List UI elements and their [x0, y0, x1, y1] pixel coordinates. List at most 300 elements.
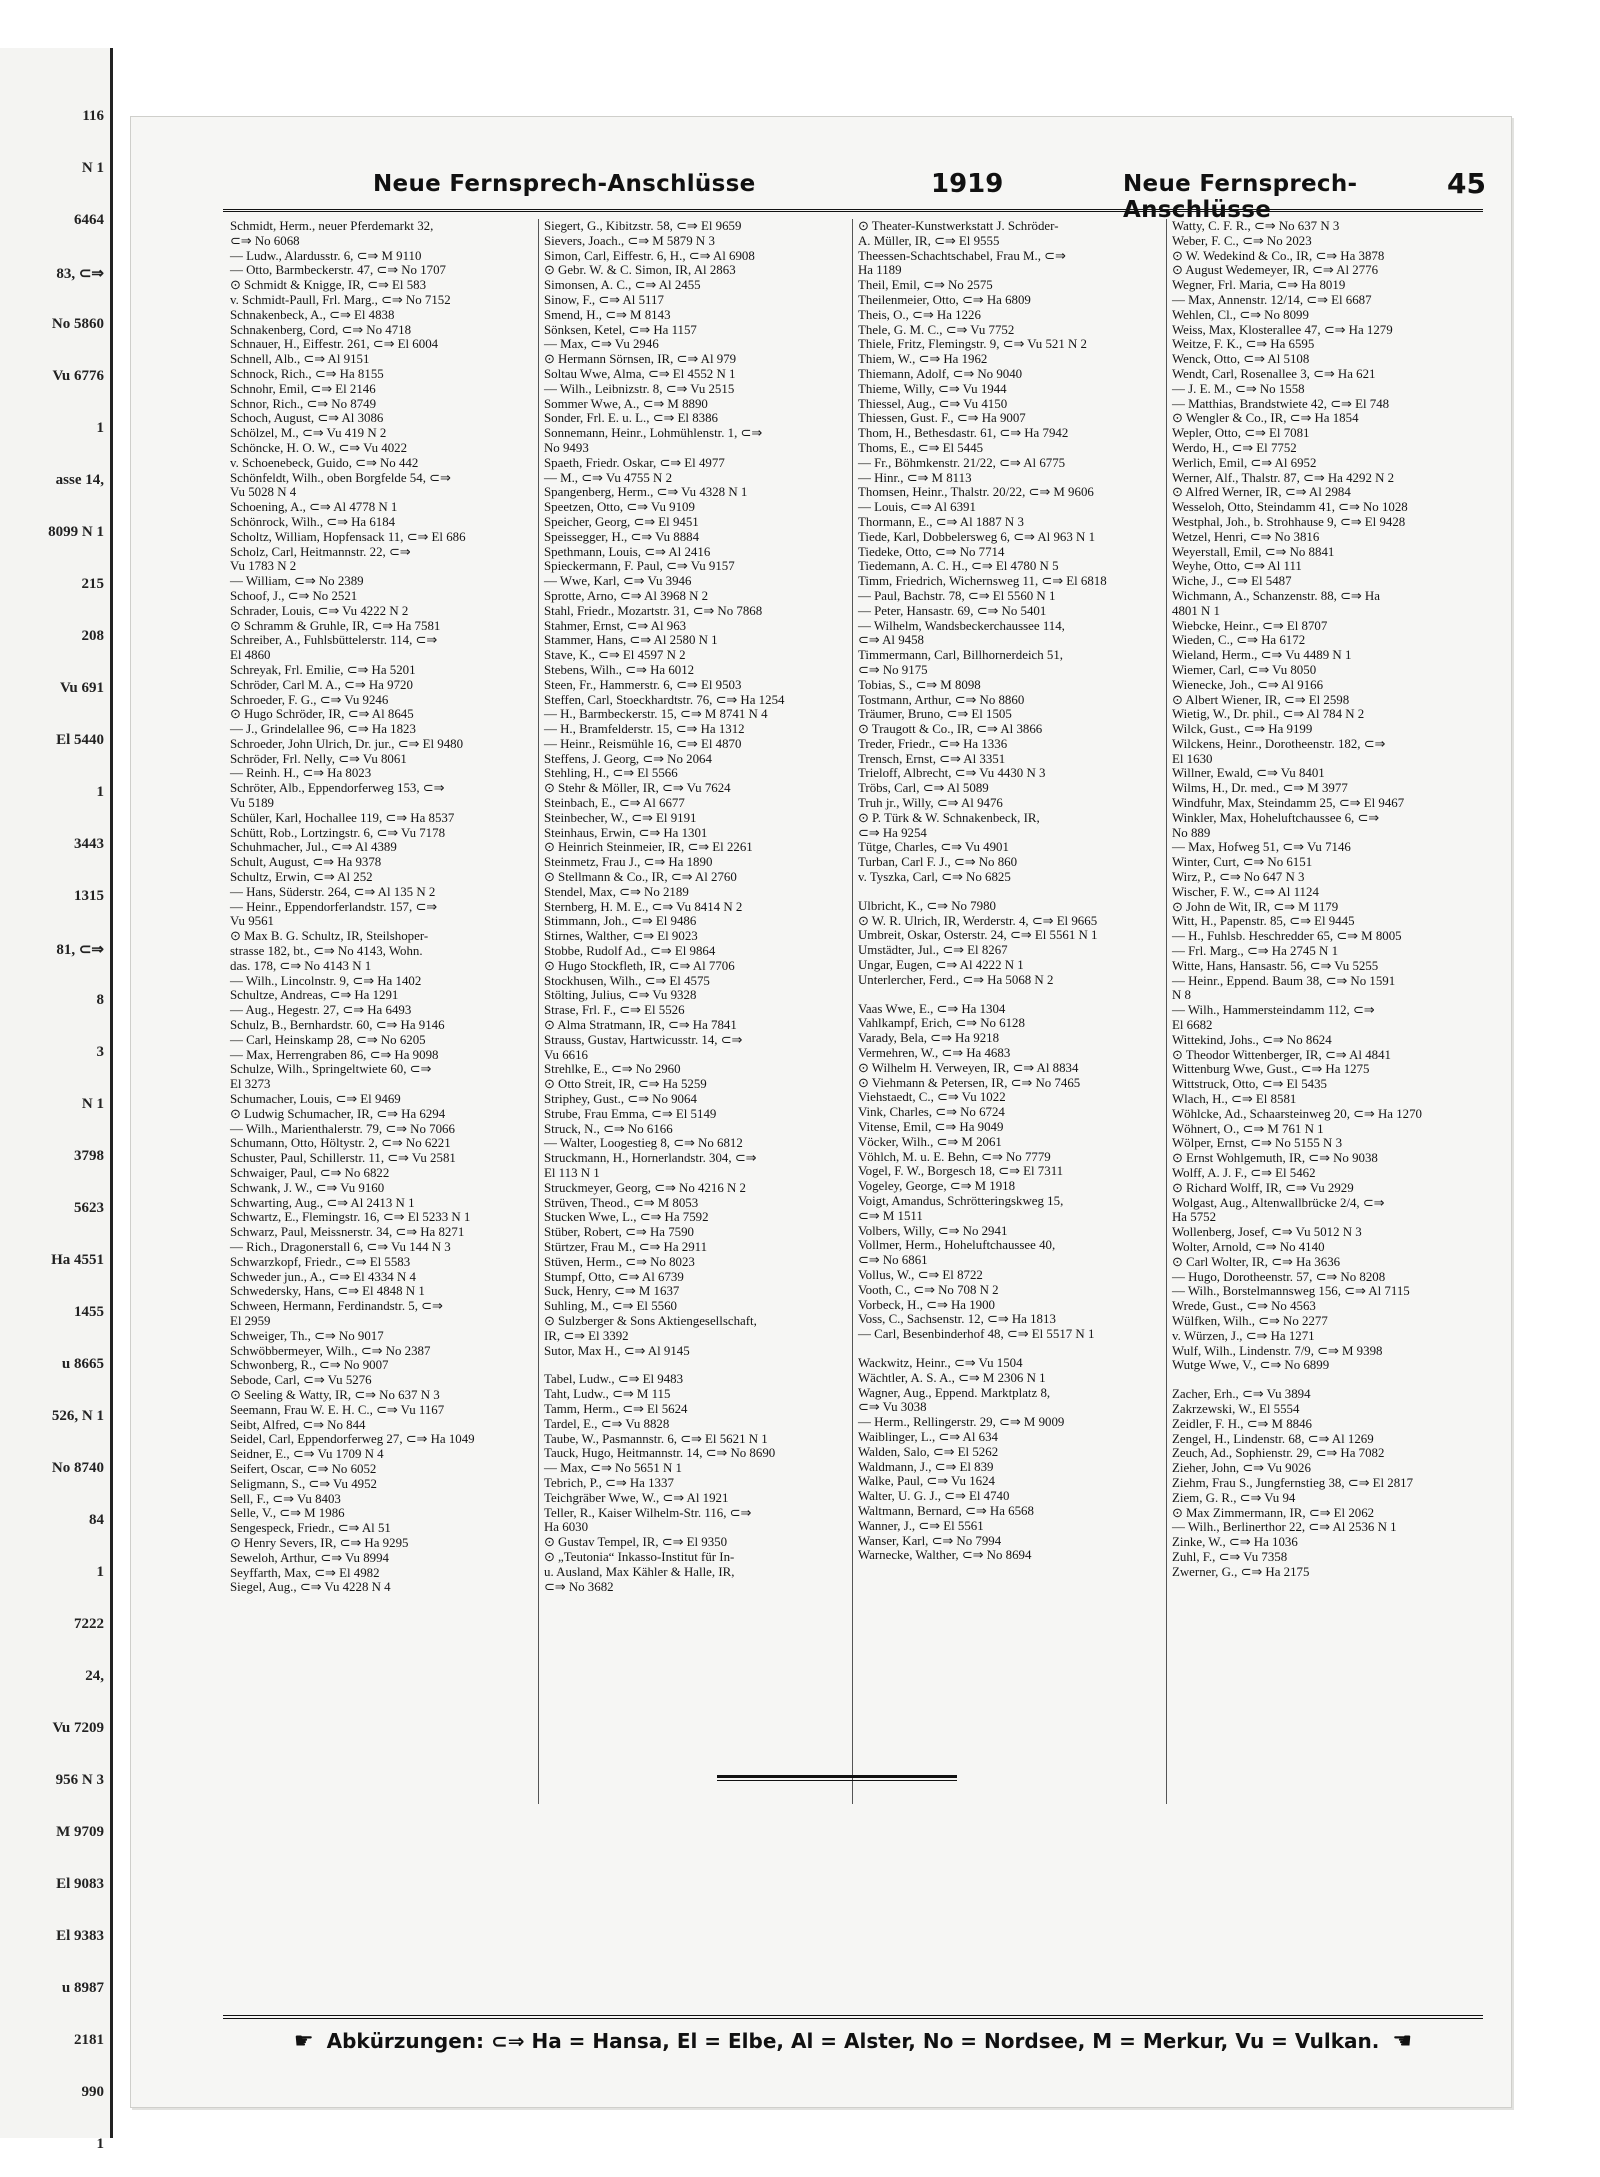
listing-entry: Schüler, Karl, Hochallee 119, ⊂⇒ Ha 8537 [230, 810, 455, 825]
listing-entry: Schrader, Louis, ⊂⇒ Vu 4222 N 2 [230, 603, 409, 618]
listing-entry: Steinhaus, Erwin, ⊂⇒ Ha 1301 [544, 825, 708, 840]
listing-entry: Ulbricht, K., ⊂⇒ No 7980 [858, 898, 996, 913]
listing-entry: Schütt, Rob., Lortzingstr. 6, ⊂⇒ Vu 7178 [230, 825, 446, 840]
listing-entry: Timmermann, Carl, Billhornerdeich 51, [858, 648, 1064, 663]
listing-entry: — Wilh., Marienthalerstr. 79, ⊂⇒ No 7066 [230, 1121, 455, 1136]
previous-page-fragment: 3443 [74, 836, 104, 852]
listing-entry: — Max, Hofweg 51, ⊂⇒ Vu 7146 [1172, 840, 1351, 855]
listing-entry: Wöhlcke, Ad., Schaarsteinweg 20, ⊂⇒ Ha 1270 [1172, 1106, 1422, 1121]
listing-entry: — Otto, Barmbeckerstr. 47, ⊂⇒ No 1707 [230, 263, 447, 278]
listing-entry: Stebens, Wilh., ⊂⇒ Ha 6012 [544, 662, 695, 677]
previous-page-fragment: 5623 [74, 1200, 104, 1216]
listing-entry: — J., Grindelallee 96, ⊂⇒ Ha 1823 [230, 722, 416, 737]
listing-entry: Wolgast, Aug., Altenwallbrücke 2/4, ⊂⇒ [1172, 1195, 1385, 1210]
listing-entry: Strehlke, E., ⊂⇒ No 2960 [544, 1062, 681, 1077]
listing-entry: Sievers, Joach., ⊂⇒ M 5879 N 3 [544, 233, 715, 248]
listing-entry: ⊂⇒ No 6861 [858, 1253, 928, 1268]
listing-entry: Speissegger, H., ⊂⇒ Vu 8884 [544, 529, 700, 544]
previous-page-fragment: Vu 7209 [52, 1720, 104, 1736]
abbreviations-text: Abkürzungen: ⊂⇒ Ha = Hansa, El = Elbe, Al = Alster, No = Nordsee, M = Merkur, Vu = Vulkan. [326, 2029, 1380, 2053]
listing-entry: Schwank, J. W., ⊂⇒ Vu 9160 [230, 1180, 385, 1195]
listing-entry: ⊙ Albert Wiener, IR, ⊂⇒ El 2598 [1172, 692, 1350, 707]
listing-entry: Weiss, Max, Klosterallee 47, ⊂⇒ Ha 1279 [1172, 322, 1393, 337]
listing-entry: Watty, C. F. R., ⊂⇒ No 637 N 3 [1172, 219, 1340, 233]
listing-entry: Tröbs, Carl, ⊂⇒ Al 5089 [858, 781, 989, 796]
listing-entry: — Peter, Hansastr. 69, ⊂⇒ No 5401 [858, 603, 1047, 618]
listing-entry: Vu 9561 [230, 914, 274, 929]
listing-entry: Schoch, August, ⊂⇒ Al 3086 [230, 411, 384, 426]
listing-entry: Schult, August, ⊂⇒ Ha 9378 [230, 855, 382, 870]
listing-entry: — Aug., Hegestr. 27, ⊂⇒ Ha 6493 [230, 1003, 412, 1018]
listing-entry: Stirnes, Walther, ⊂⇒ El 9023 [544, 929, 698, 944]
listing-entry: ⊙ P. Türk & W. Schnakenbeck, IR, [858, 810, 1040, 825]
listing-entry: v. Schmidt-Paull, Frl. Marg., ⊂⇒ No 7152 [230, 292, 451, 307]
listing-entry: El 1630 [1172, 751, 1213, 766]
listing-entry: Vaas Wwe, E., ⊂⇒ Ha 1304 [858, 1001, 1006, 1016]
listing-entry: Wrede, Gust., ⊂⇒ No 4563 [1172, 1299, 1316, 1314]
listing-entry: Seemann, Frau W. E. H. C., ⊂⇒ Vu 1167 [230, 1402, 445, 1417]
listing-entry: Zacher, Erh., ⊂⇒ Vu 3894 [1172, 1387, 1311, 1402]
listing-entry: ⊙ John de Wit, IR, ⊂⇒ M 1179 [1172, 899, 1339, 914]
listing-entry: Vu 1783 N 2 [230, 559, 297, 574]
listing-entry: Schwartz, E., Flemingstr. 16, ⊂⇒ El 5233 N 1 [230, 1210, 471, 1225]
listing-entry: No 9493 [544, 440, 589, 455]
listing-entry: Wegner, Frl. Maria, ⊂⇒ Ha 8019 [1172, 278, 1346, 293]
listing-entry: — Ludw., Alardusstr. 6, ⊂⇒ M 9110 [230, 248, 422, 263]
listing-entry: Strase, Frl. F., ⊂⇒ El 5526 [544, 1003, 685, 1018]
header-rule [223, 209, 1483, 212]
listing-entry: Vitense, Emil, ⊂⇒ Ha 9049 [858, 1120, 1004, 1135]
listing-entry: Wiche, J., ⊂⇒ El 5487 [1172, 574, 1292, 589]
listing-entry: Vu 5189 [230, 796, 274, 811]
listing-entry: ⊙ Henry Severs, IR, ⊂⇒ Ha 9295 [230, 1535, 409, 1550]
listing-entry: — Hugo, Dorotheenstr. 57, ⊂⇒ No 8208 [1172, 1269, 1386, 1284]
listing-entry: ⊙ W. R. Ulrich, IR, Werderstr. 4, ⊂⇒ El 9665 [858, 913, 1098, 928]
listing-entry: ⊙ Alma Stratmann, IR, ⊂⇒ Ha 7841 [544, 1018, 737, 1033]
listing-entry: Thoms, E., ⊂⇒ El 5445 [858, 440, 984, 455]
listing-entry: El 113 N 1 [544, 1166, 600, 1180]
listing-entry: — Herm., Rellingerstr. 29, ⊂⇒ M 9009 [858, 1415, 1065, 1430]
previous-page-fragment: No 8740 [51, 1460, 104, 1476]
listing-entry: N 8 [1172, 988, 1191, 1003]
listing-entry: Strüven, Theod., ⊂⇒ M 8053 [544, 1195, 699, 1210]
listing-entry: Steffen, Carl, Stoeckhardtstr. 76, ⊂⇒ Ha 1254 [544, 692, 785, 707]
listing-entry: Timm, Friedrich, Wichernsweg 11, ⊂⇒ El 6818 [858, 574, 1107, 589]
listing-entry: Wilms, H., Dr. med., ⊂⇒ M 3977 [1172, 781, 1348, 796]
previous-page-fragment: 1 [96, 1564, 104, 1580]
listing-entry: Speetzen, Otto, ⊂⇒ Vu 9109 [544, 500, 695, 515]
listing-entry: Weyhe, Otto, ⊂⇒ Al 111 [1172, 559, 1302, 574]
listing-entry: ⊂⇒ No 3682 [544, 1579, 614, 1594]
listing-entry: ⊙ Wengler & Co., IR, ⊂⇒ Ha 1854 [1172, 411, 1359, 426]
listing-entry: — Max, Annenstr. 12/14, ⊂⇒ El 6687 [1172, 292, 1372, 307]
previous-page-fragment: 3 [96, 1044, 104, 1060]
listing-entry: El 6682 [1172, 1018, 1213, 1033]
listing-columns [225, 219, 1481, 1804]
listing-entry: Winkler, Max, Hoheluftchaussee 6, ⊂⇒ [1172, 810, 1380, 825]
section-gap [858, 885, 1161, 899]
listing-entry: ⊙ Stellmann & Co., IR, ⊂⇒ Al 2760 [544, 870, 737, 885]
listing-entry: Simonsen, A. C., ⊂⇒ Al 2455 [544, 278, 701, 293]
listing-entry: Schönfeldt, Wilh., oben Borgfelde 54, ⊂⇒ [230, 470, 451, 485]
listing-entry: Vöhlch, M. u. E. Behn, ⊂⇒ No 7779 [858, 1149, 1051, 1164]
listing-entry: Schweiger, Th., ⊂⇒ No 9017 [230, 1328, 384, 1343]
listing-entry: Tiedeke, Otto, ⊂⇒ No 7714 [858, 544, 1005, 559]
listing-entry: — Hinr., ⊂⇒ M 8113 [858, 470, 972, 485]
listing-entry: Suck, Henry, ⊂⇒ M 1637 [544, 1284, 680, 1299]
listing-entry: Winter, Curt, ⊂⇒ No 6151 [1172, 855, 1313, 870]
listing-entry: Stürtzer, Frau M., ⊂⇒ Ha 2911 [544, 1239, 708, 1254]
listing-entry: Vu 6616 [544, 1047, 588, 1062]
listing-entry: Schroeder, F. G., ⊂⇒ Vu 9246 [230, 692, 389, 707]
listing-entry: Thiem, W., ⊂⇒ Ha 1962 [858, 352, 988, 367]
listing-entry: ⊂⇒ Vu 3038 [858, 1400, 927, 1415]
listing-entry: ⊙ Carl Wolter, IR, ⊂⇒ Ha 3636 [1172, 1254, 1341, 1269]
listing-entry: ⊙ Hugo Stockfleth, IR, ⊂⇒ Al 7706 [544, 958, 735, 973]
previous-page-fragment: 6464 [74, 212, 104, 228]
listing-entry: ⊙ Ludwig Schumacher, IR, ⊂⇒ Ha 6294 [230, 1106, 446, 1121]
listing-entry: Witte, Hans, Hansastr. 56, ⊂⇒ Vu 5255 [1172, 958, 1379, 973]
listing-entry: Ziem, G. R., ⊂⇒ Vu 94 [1172, 1490, 1296, 1505]
end-rule [717, 1775, 957, 1778]
listing-entry: — Carl, Heinskamp 28, ⊂⇒ No 6205 [230, 1032, 426, 1047]
listing-entry: Wietig, W., Dr. phil., ⊂⇒ Al 784 N 2 [1172, 707, 1365, 722]
listing-entry: Ungar, Eugen, ⊂⇒ Al 4222 N 1 [858, 958, 1024, 973]
listing-entry: Wölper, Ernst, ⊂⇒ No 5155 N 3 [1172, 1136, 1343, 1151]
listing-entry: Thieme, Willy, ⊂⇒ Vu 1944 [858, 381, 1007, 396]
listing-entry: Schnock, Rich., ⊂⇒ Ha 8155 [230, 366, 384, 381]
previous-page-fragment: u 8665 [61, 1356, 104, 1372]
listing-entry: u. Ausland, Max Kähler & Halle, IR, [544, 1564, 735, 1579]
listing-entry: Steffens, J. Georg, ⊂⇒ No 2064 [544, 751, 712, 766]
listing-entry: ⊂⇒ No 6068 [230, 233, 300, 248]
listing-entry: Wetzel, Henri, ⊂⇒ No 3816 [1172, 529, 1320, 544]
listing-entry: Unterlercher, Ferd., ⊂⇒ Ha 5068 N 2 [858, 972, 1054, 987]
listing-entry: Vink, Charles, ⊂⇒ No 6724 [858, 1105, 1005, 1120]
listing-entry: Wulf, Wilh., Lindenstr. 7/9, ⊂⇒ M 9398 [1172, 1343, 1383, 1358]
listing-entry: Sprotte, Arno, ⊂⇒ Al 3968 N 2 [544, 588, 709, 603]
listing-entry: Striphey, Gust., ⊂⇒ No 9064 [544, 1092, 697, 1107]
listing-entry: Wienecke, Joh., ⊂⇒ Al 9166 [1172, 677, 1324, 692]
listing-entry: Thiessen, Gust. F., ⊂⇒ Ha 9007 [858, 411, 1026, 426]
previous-page-fragment: Ha 4551 [51, 1252, 104, 1268]
listing-entry: Seibt, Alfred, ⊂⇒ No 844 [230, 1417, 366, 1432]
previous-page-fragment: El 9083 [56, 1876, 104, 1892]
previous-page-fragment: 1 [96, 420, 104, 436]
listing-entry: Turban, Carl F. J., ⊂⇒ No 860 [858, 855, 1018, 870]
listing-entry: Taht, Ludw., ⊂⇒ M 115 [544, 1387, 671, 1402]
listing-entry: Schnauer, H., Eiffestr. 261, ⊂⇒ El 6004 [230, 337, 439, 352]
listing-entry: Vu 5028 N 4 [230, 485, 297, 500]
listing-entry: Stucken Wwe, L., ⊂⇒ Ha 7592 [544, 1210, 709, 1225]
listing-entry: Wepler, Otto, ⊂⇒ El 7081 [1172, 426, 1310, 441]
listing-entry: Schulze, Wilh., Springeltwiete 60, ⊂⇒ [230, 1062, 432, 1077]
listing-entry: ⊙ „Teutonia“ Inkasso-Institut für In- [544, 1549, 735, 1564]
listing-entry: Stölting, Julius, ⊂⇒ Vu 9328 [544, 988, 697, 1003]
listing-entry: Stobbe, Rudolf Ad., ⊂⇒ El 9864 [544, 944, 716, 959]
listing-entry: Stammer, Hans, ⊂⇒ Al 2580 N 1 [544, 633, 718, 648]
section-gap [1172, 1373, 1476, 1387]
listing-entry: Siegel, Aug., ⊂⇒ Vu 4228 N 4 [230, 1580, 391, 1595]
listing-entry: Waldmann, J., ⊂⇒ El 839 [858, 1459, 994, 1474]
listing-entry: Scholtz, William, Hopfensack 11, ⊂⇒ El 686 [230, 529, 466, 544]
listing-entry: Seidner, E., ⊂⇒ Vu 1709 N 4 [230, 1447, 384, 1462]
listing-entry: Wittstruck, Otto, ⊂⇒ El 5435 [1172, 1077, 1327, 1092]
listing-entry: Thiele, Fritz, Flemingstr. 9, ⊂⇒ Vu 521 N 2 [858, 337, 1087, 352]
pointing-hand-left-icon: ☚ [1392, 2029, 1413, 2054]
listing-entry: Thele, G. M. C., ⊂⇒ Vu 7752 [858, 322, 1015, 337]
listing-entry: — Wilh., Hammersteindamm 112, ⊂⇒ [1172, 1003, 1375, 1018]
listing-entry: Zengel, H., Lindenstr. 68, ⊂⇒ Al 1269 [1172, 1431, 1374, 1446]
listing-entry: El 4860 [230, 648, 271, 663]
listing-entry: 4801 N 1 [1172, 603, 1220, 618]
listing-entry: Trensch, Ernst, ⊂⇒ Al 3351 [858, 751, 1006, 766]
listing-entry: — Max, Herrengraben 86, ⊂⇒ Ha 9098 [230, 1047, 439, 1062]
listing-entry: ⊙ Schmidt & Knigge, IR, ⊂⇒ El 583 [230, 278, 427, 293]
listing-entry: ⊙ W. Wedekind & Co., IR, ⊂⇒ Ha 3878 [1172, 248, 1385, 263]
listing-entry: Schumann, Otto, Höltystr. 2, ⊂⇒ No 6221 [230, 1136, 451, 1151]
listing-entry: Sebode, Carl, ⊂⇒ Vu 5276 [230, 1373, 372, 1388]
column-4 [1167, 219, 1481, 1804]
listing-entry: Wichmann, A., Schanzenstr. 88, ⊂⇒ Ha [1172, 588, 1380, 603]
listing-entry: Theil, Emil, ⊂⇒ No 2575 [858, 278, 993, 293]
listing-entry: Steinmetz, Frau J., ⊂⇒ Ha 1890 [544, 855, 713, 870]
listing-entry: Strube, Frau Emma, ⊂⇒ El 5149 [544, 1106, 717, 1121]
listing-entry: — J. E. M., ⊂⇒ No 1558 [1172, 381, 1305, 396]
listing-entry: Zuhl, F., ⊂⇒ Vu 7358 [1172, 1549, 1288, 1564]
listing-entry: Tobias, S., ⊂⇒ M 8098 [858, 677, 981, 692]
listing-entry: Vogel, F. W., Borgesch 18, ⊂⇒ El 7311 [858, 1164, 1064, 1179]
listing-entry: Schönrock, Wilh., ⊂⇒ Ha 6184 [230, 514, 396, 529]
listing-entry: Spethmann, Louis, ⊂⇒ Al 2416 [544, 544, 711, 559]
listing-entry: Speicher, Georg, ⊂⇒ El 9451 [544, 514, 699, 529]
listing-entry: ⊙ Hugo Schröder, IR, ⊂⇒ Al 8645 [230, 707, 414, 722]
listing-entry: ⊂⇒ M 1511 [858, 1208, 923, 1223]
listing-entry: Schuhmacher, Jul., ⊂⇒ Al 4389 [230, 840, 397, 855]
listing-entry: Vorbeck, H., ⊂⇒ Ha 1900 [858, 1297, 995, 1312]
listing-entry: Wiemer, Carl, ⊂⇒ Vu 8050 [1172, 662, 1317, 677]
listing-entry: El 3273 [230, 1077, 271, 1092]
listing-entry: Stüven, Herm., ⊂⇒ No 8023 [544, 1254, 695, 1269]
listing-entry: Wächtler, A. S. A., ⊂⇒ M 2306 N 1 [858, 1370, 1046, 1385]
listing-entry: — Frl. Marg., ⊂⇒ Ha 2745 N 1 [1172, 944, 1339, 959]
listing-entry: Sengespeck, Friedr., ⊂⇒ Al 51 [230, 1521, 391, 1536]
listing-entry: Vogeley, George, ⊂⇒ M 1918 [858, 1179, 1016, 1194]
listing-entry: ⊙ Gustav Tempel, IR, ⊂⇒ El 9350 [544, 1535, 728, 1550]
listing-entry: Seifert, Oscar, ⊂⇒ No 6052 [230, 1461, 377, 1476]
listing-entry: Schweder jun., A., ⊂⇒ El 4334 N 4 [230, 1269, 416, 1284]
previous-page-fragment: 7222 [74, 1616, 104, 1632]
listing-entry: ⊙ Schramm & Gruhle, IR, ⊂⇒ Ha 7581 [230, 618, 441, 633]
listing-entry: Stave, K., ⊂⇒ El 4597 N 2 [544, 648, 686, 663]
listing-entry: Varady, Bela, ⊂⇒ Ha 9218 [858, 1031, 1000, 1046]
listing-entry: Ziehm, Frau S., Jungfernstieg 38, ⊂⇒ El 2817 [1172, 1475, 1414, 1490]
listing-entry: — Max, ⊂⇒ Vu 2946 [544, 337, 659, 352]
listing-entry: Theis, O., ⊂⇒ Ha 1226 [858, 307, 981, 322]
listing-entry: Schnohr, Emil, ⊂⇒ El 2146 [230, 381, 376, 396]
listing-entry: Werdo, H., ⊂⇒ El 7752 [1172, 440, 1297, 455]
listing-entry: Strauss, Gustav, Hartwicusstr. 14, ⊂⇒ [544, 1032, 743, 1047]
listing-entry: Trieloff, Albrecht, ⊂⇒ Vu 4430 N 3 [858, 766, 1046, 781]
listing-entry: Stahmer, Ernst, ⊂⇒ Al 963 [544, 618, 687, 633]
listing-entry: Sternberg, H. M. E., ⊂⇒ Vu 8414 N 2 [544, 899, 743, 914]
listing-entry: Teller, R., Kaiser Wilhelm-Str. 116, ⊂⇒ [544, 1505, 752, 1520]
listing-entry: A. Müller, IR, ⊂⇒ El 9555 [858, 233, 1000, 248]
listing-entry: Thom, H., Bethesdastr. 61, ⊂⇒ Ha 7942 [858, 426, 1069, 441]
listing-entry: Träumer, Bruno, ⊂⇒ El 1505 [858, 707, 1012, 722]
listing-entry: — Hans, Süderstr. 264, ⊂⇒ Al 135 N 2 [230, 884, 436, 899]
listing-entry: Sönksen, Ketel, ⊂⇒ Ha 1157 [544, 322, 697, 337]
listing-entry: Vermehren, W., ⊂⇒ Ha 4683 [858, 1046, 1011, 1061]
previous-page-fragment: El 9383 [56, 1928, 104, 1944]
listing-entry: Wackwitz, Heinr., ⊂⇒ Vu 1504 [858, 1355, 1023, 1370]
previous-page-fragment: M 9709 [56, 1824, 104, 1840]
listing-entry: ⊙ Theodor Wittenberger, IR, ⊂⇒ Al 4841 [1172, 1047, 1391, 1062]
listing-entry: Theessen-Schachtschabel, Frau M., ⊂⇒ [858, 248, 1066, 263]
listing-entry: Tütge, Charles, ⊂⇒ Vu 4901 [858, 840, 1009, 855]
listing-entry: Schwedersky, Hans, ⊂⇒ El 4848 N 1 [230, 1284, 425, 1299]
section-gap [544, 1358, 847, 1372]
previous-page-fragment: 81, ⊂⇒ [56, 942, 104, 958]
header-year: 1919 [931, 169, 1004, 199]
listing-entry: Sutor, Max H., ⊂⇒ Al 9145 [544, 1343, 690, 1358]
listing-entry: Thiemann, Adolf, ⊂⇒ No 9040 [858, 366, 1023, 381]
listing-entry: Soltau Wwe, Alma, ⊂⇒ El 4552 N 1 [544, 366, 736, 381]
header-left-title: Neue Fernsprech-Anschlüsse [373, 171, 756, 197]
listing-entry: Wutge Wwe, V., ⊂⇒ No 6899 [1172, 1358, 1330, 1373]
listing-entry: Schreyak, Frl. Emilie, ⊂⇒ Ha 5201 [230, 662, 416, 677]
listing-entry: Stüber, Robert, ⊂⇒ Ha 7590 [544, 1225, 694, 1240]
listing-entry: Schröder, Carl M. A., ⊂⇒ Ha 9720 [230, 677, 413, 692]
listing-entry: Warnecke, Walther, ⊂⇒ No 8694 [858, 1548, 1032, 1563]
listing-entry: Umstädter, Jul., ⊂⇒ El 8267 [858, 943, 1008, 958]
listing-entry: Struckmann, H., Hornerlandstr. 304, ⊂⇒ [544, 1151, 757, 1166]
listing-entry: ⊙ Max Zimmermann, IR, ⊂⇒ El 2062 [1172, 1505, 1375, 1520]
previous-page-fragment: 24, [85, 1668, 104, 1684]
listing-entry: v. Tyszka, Carl, ⊂⇒ No 6825 [858, 870, 1011, 885]
listing-entry: Ha 1189 [858, 263, 902, 278]
listing-entry: Weber, F. C., ⊂⇒ No 2023 [1172, 233, 1312, 248]
listing-entry: Schumacher, Louis, ⊂⇒ El 9469 [230, 1092, 401, 1107]
listing-entry: Schröder, Frl. Nelly, ⊂⇒ Vu 8061 [230, 751, 407, 766]
listing-entry: Wülfken, Wilh., ⊂⇒ No 2277 [1172, 1313, 1328, 1328]
listing-entry: Viehstaedt, C., ⊂⇒ Vu 1022 [858, 1090, 1006, 1105]
listing-entry: Taube, W., Pasmannstr. 6, ⊂⇒ El 5621 N 1 [544, 1431, 768, 1446]
previous-page-fragment: 956 N 3 [55, 1772, 104, 1788]
listing-entry: Scholz, Carl, Heitmannstr. 22, ⊂⇒ [230, 544, 411, 559]
listing-entry: Schuster, Paul, Schillerstr. 11, ⊂⇒ Vu 2581 [230, 1151, 456, 1166]
listing-entry: ⊙ Otto Streit, IR, ⊂⇒ Ha 5259 [544, 1077, 707, 1092]
listing-entry: Sinow, F., ⊂⇒ Al 5117 [544, 292, 664, 307]
listing-entry: — Paul, Bachstr. 78, ⊂⇒ El 5560 N 1 [858, 588, 1056, 603]
listing-entry: Tauck, Hugo, Heitmannstr. 14, ⊂⇒ No 8690 [544, 1446, 776, 1461]
listing-entry: Struckmeyer, Georg, ⊂⇒ No 4216 N 2 [544, 1180, 747, 1195]
listing-entry: — H., Fuhlsb. Heschredder 65, ⊂⇒ M 8005 [1172, 929, 1402, 944]
listing-entry: ⊙ August Wedemeyer, IR, ⊂⇒ Al 2776 [1172, 263, 1379, 278]
previous-page-fragment: 526, N 1 [51, 1408, 104, 1424]
listing-entry: Steinbach, E., ⊂⇒ Al 6677 [544, 796, 685, 811]
listing-entry: ⊙ Traugott & Co., IR, ⊂⇒ Al 3866 [858, 722, 1043, 737]
listing-entry: Thomsen, Heinr., Thalstr. 20/22, ⊂⇒ M 9606 [858, 485, 1094, 500]
listing-entry: — H., Bramfelderstr. 15, ⊂⇒ Ha 1312 [544, 722, 745, 737]
listing-entry: Siegert, G., Kibitzstr. 58, ⊂⇒ El 9659 [544, 219, 742, 233]
listing-entry: Walden, Salo, ⊂⇒ El 5262 [858, 1444, 999, 1459]
listing-entry: — William, ⊂⇒ No 2389 [230, 574, 364, 589]
listing-entry: Wagner, Aug., Eppend. Marktplatz 8, [858, 1385, 1051, 1400]
listing-entry: Schoof, J., ⊂⇒ No 2521 [230, 588, 358, 603]
listing-entry: Voss, C., Sachsenstr. 12, ⊂⇒ Ha 1813 [858, 1312, 1056, 1327]
listing-entry: — Wwe, Karl, ⊂⇒ Vu 3946 [544, 574, 692, 589]
listing-entry: Schulz, B., Bernhardstr. 60, ⊂⇒ Ha 9146 [230, 1018, 445, 1033]
previous-page-fragment: 116 [82, 108, 104, 124]
listing-entry: — Wilh., Berlinerthor 22, ⊂⇒ Al 2536 N 1 [1172, 1520, 1397, 1535]
previous-page-fragment: 3798 [74, 1148, 104, 1164]
listing-entry: Zwerner, G., ⊂⇒ Ha 2175 [1172, 1564, 1310, 1579]
listing-entry: Vollmer, Herm., Hoheluftchaussee 40, [858, 1238, 1056, 1253]
listing-entry: v. Schoenebeck, Guido, ⊂⇒ No 442 [230, 455, 419, 470]
previous-page-fragment: El 5440 [56, 732, 104, 748]
previous-page-fragment: Vu 691 [59, 680, 104, 696]
listing-entry: Voigt, Amandus, Schrötteringskweg 15, [858, 1194, 1064, 1208]
previous-page-fragment: 1455 [74, 1304, 104, 1320]
listing-entry: ⊙ Ernst Wohlgemuth, IR, ⊂⇒ No 9038 [1172, 1151, 1378, 1166]
previous-page-fragment: u 8987 [61, 1980, 104, 1996]
section-gap [858, 988, 1161, 1002]
listing-entry: Struck, N., ⊂⇒ No 6166 [544, 1121, 673, 1136]
listing-entry: Wendt, Carl, Rosenallee 3, ⊂⇒ Ha 621 [1172, 366, 1376, 381]
listing-entry: — Heinr., Eppendorferlandstr. 157, ⊂⇒ [230, 899, 438, 914]
listing-entry: Vöcker, Wilh., ⊂⇒ M 2061 [858, 1134, 1002, 1149]
listing-entry: Zeuch, Ad., Sophienstr. 29, ⊂⇒ Ha 7082 [1172, 1446, 1385, 1461]
listing-entry: ⊙ Sulzberger & Sons Aktiengesellschaft, [544, 1313, 757, 1328]
previous-page-fragment: Vu 6776 [52, 368, 104, 384]
listing-entry: Umbreit, Oskar, Osterstr. 24, ⊂⇒ El 5561 N 1 [858, 928, 1098, 943]
listing-entry: Waiblinger, L., ⊂⇒ Al 634 [858, 1429, 998, 1444]
listing-entry: El 2959 [230, 1313, 271, 1328]
listing-entry: Schwarting, Aug., ⊂⇒ Al 2413 N 1 [230, 1195, 415, 1210]
listing-entry: Tamm, Herm., ⊂⇒ El 5624 [544, 1401, 688, 1416]
previous-page-fragment: 1 [96, 784, 104, 800]
listing-entry: Wlach, H., ⊂⇒ El 8581 [1172, 1092, 1297, 1107]
listing-entry: Seligmann, S., ⊂⇒ Vu 4952 [230, 1476, 377, 1491]
listing-entry: Wirz, P., ⊂⇒ No 647 N 3 [1172, 870, 1305, 885]
listing-entry: Schnell, Alb., ⊂⇒ Al 9151 [230, 352, 370, 367]
section-gap [858, 1342, 1161, 1356]
previous-page-fragment: 990 [81, 2084, 104, 2100]
listing-entry: — Walter, Loogestieg 8, ⊂⇒ No 6812 [544, 1136, 743, 1151]
listing-entry: Stumpf, Otto, ⊂⇒ Al 6739 [544, 1269, 684, 1284]
previous-page-edge [0, 48, 113, 2152]
listing-entry: Wieland, Herm., ⊂⇒ Vu 4489 N 1 [1172, 648, 1352, 663]
listing-entry: Sell, F., ⊂⇒ Vu 8403 [230, 1491, 341, 1506]
listing-entry: Steen, Fr., Hammerstr. 6, ⊂⇒ El 9503 [544, 677, 742, 692]
listing-entry: Tiede, Karl, Dobbelersweg 6, ⊂⇒ Al 963 N 1 [858, 529, 1096, 544]
listing-entry: — Wilh., Lincolnstr. 9, ⊂⇒ Ha 1402 [230, 973, 422, 988]
page-number: 45 [1447, 167, 1486, 200]
previous-page-fragment: 208 [81, 628, 104, 644]
previous-page-fragment: 8 [96, 992, 104, 1008]
listing-entry: Wittenburg Wwe, Gust., ⊂⇒ Ha 1275 [1172, 1062, 1370, 1077]
listing-entry: Zeidler, F. H., ⊂⇒ M 8846 [1172, 1416, 1312, 1431]
listing-entry: Steinbecher, W., ⊂⇒ El 9191 [544, 810, 697, 825]
listing-entry: Walke, Paul, ⊂⇒ Vu 1624 [858, 1474, 995, 1489]
previous-page-fragment: 84 [89, 1512, 104, 1528]
listing-entry: — Matthias, Brandstwiete 42, ⊂⇒ El 748 [1172, 396, 1390, 411]
listing-entry: Weyerstall, Emil, ⊂⇒ No 8841 [1172, 544, 1335, 559]
listing-entry: Ha 5752 [1172, 1210, 1217, 1225]
listing-entry: Teichgräber Wwe, W., ⊂⇒ Al 1921 [544, 1490, 729, 1505]
listing-entry: Vollus, W., ⊂⇒ El 8722 [858, 1267, 983, 1282]
